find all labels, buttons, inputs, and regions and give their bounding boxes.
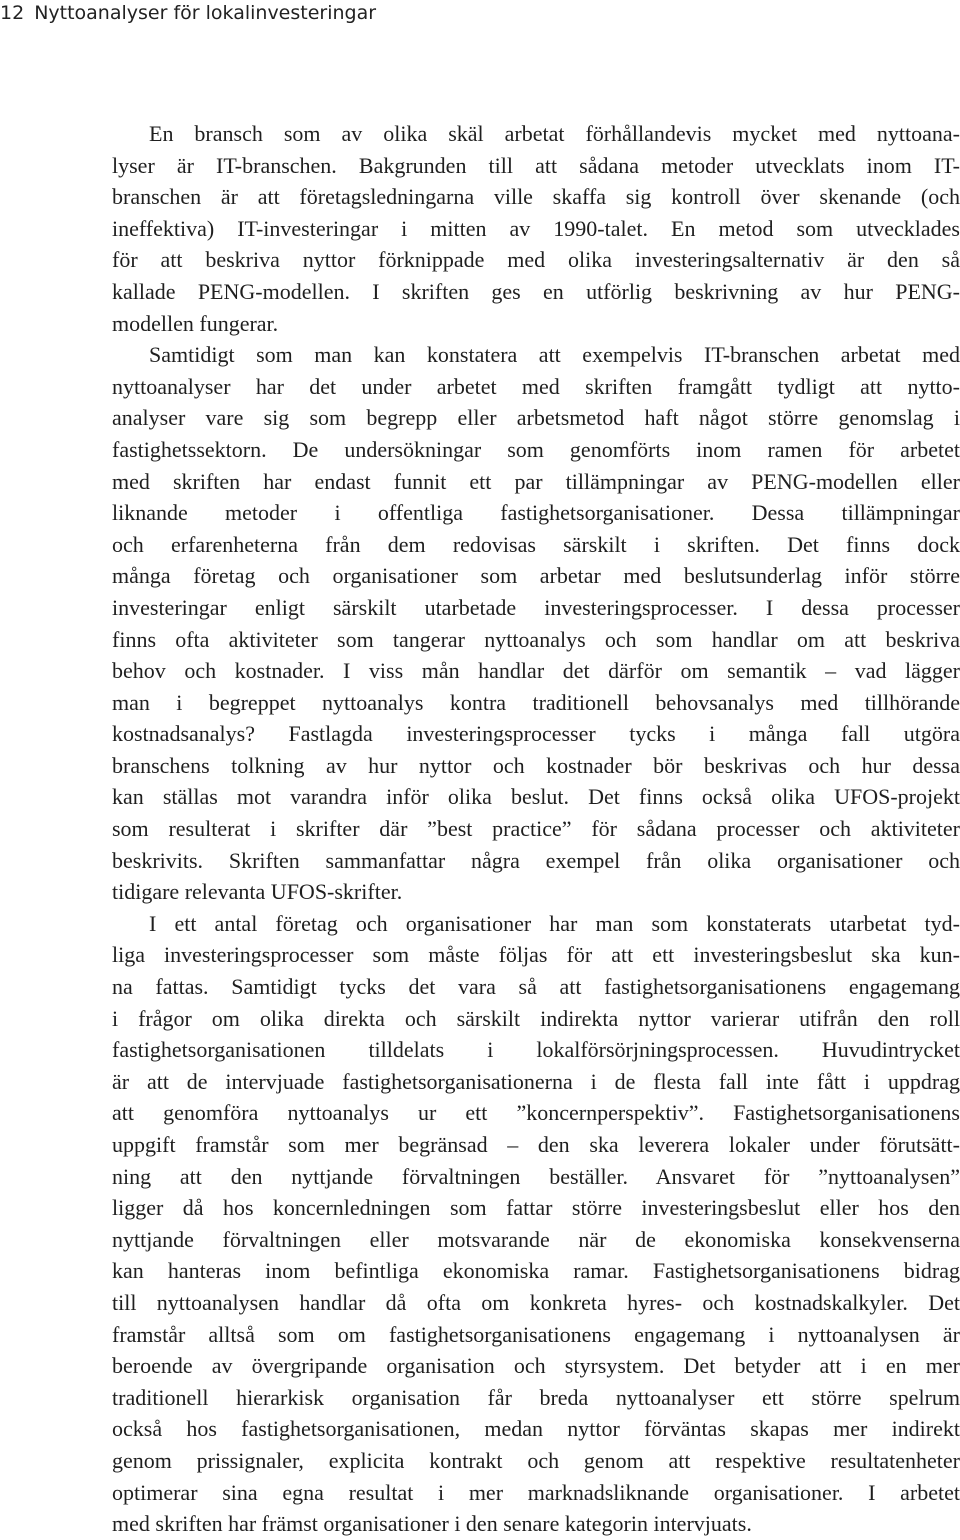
text-line: som resulterat i skrifter där ”best practice” för sådana processer och aktiviteter bbox=[112, 816, 960, 842]
page-header bbox=[0, 0, 376, 26]
text-line: liknande metoder i offentliga fastighetsorganisationer. Dessa tillämpningar bbox=[112, 500, 960, 526]
text-line: En bransch som av olika skäl arbetat förhållandevis mycket med nyttoana- bbox=[149, 121, 960, 146]
text-line: också hos fastighetsorganisationen, medan nyttor förväntas skapas mer indirekt bbox=[112, 1416, 960, 1442]
text-line: nyttoanalyser har det under arbetet med skriften framgått tydligt att nytto- bbox=[112, 373, 960, 399]
paragraph bbox=[112, 339, 960, 908]
text-line: liga investeringsprocesser som måste följas för att ett investeringsbeslut ska kun- bbox=[112, 942, 960, 968]
page-number: 12 bbox=[0, 2, 25, 24]
text-line: kan hanteras inom befintliga ekonomiska ramar. Fastighetsorganisationens bidrag bbox=[112, 1258, 960, 1284]
text-line: för att beskriva nyttor förknippade med olika investeringsalternativ är den så bbox=[112, 247, 960, 273]
text-line: analyser vare sig som begrepp eller arbetsmetod haft något större genomslag i bbox=[112, 405, 960, 431]
text-line: framstår alltså som om fastighetsorganisationens engagemang i nyttoanalysen är bbox=[112, 1321, 960, 1347]
text-line: investeringar enligt särskilt utarbetade investeringsprocesser. I dessa processer bbox=[112, 594, 960, 620]
text-line: branschens tolkning av hur nyttor och kostnader bör beskrivas och hur dessa bbox=[112, 752, 960, 778]
text-line: är att de intervjuade fastighetsorganisationerna i de flesta fall inte fått i uppdrag bbox=[112, 1068, 960, 1094]
text-line: kallade PENG-modellen. I skriften ges en utförlig beskrivning av hur PENG- bbox=[112, 278, 960, 304]
text-line: uppgift framstår som mer begränsad – den ska leverera lokaler under förutsätt- bbox=[112, 1132, 960, 1157]
running-title: Nyttoanalyser för lokalinvesteringar bbox=[34, 2, 377, 24]
paragraph bbox=[112, 118, 960, 339]
text-line: ligger då hos koncernledningen som fattar större investeringsbeslut eller hos den bbox=[112, 1195, 960, 1221]
text-line: i frågor om olika direkta och särskilt indirekta nyttor varierar utifrån den roll bbox=[112, 1005, 960, 1031]
text-line: beskrivits. Skriften sammanfattar några exempel från olika organisationer och bbox=[112, 847, 960, 873]
text-line: beroende av övergripande organisation och styrsystem. Det betyder att i en mer bbox=[112, 1353, 960, 1379]
text-line: många företag och organisationer som arbetar med beslutsunderlag inför större bbox=[112, 563, 960, 589]
text-line: nyttjande förvaltningen eller motsvarande när de ekonomiska konsekvenserna bbox=[112, 1226, 960, 1252]
text-line: finns ofta aktiviteter som tangerar nyttoanalys och som handlar om att beskriva bbox=[112, 626, 960, 652]
body-text bbox=[112, 118, 960, 1540]
text-line: till nyttoanalysen handlar då ofta om konkreta hyres- och kostnadskalkyler. Det bbox=[112, 1289, 960, 1315]
text-line: och erfarenheterna från dem redovisas särskilt i skriften. Det finns dock bbox=[112, 531, 960, 557]
text-line: tidigare relevanta UFOS-skrifter. bbox=[112, 879, 403, 905]
text-line: genom prissignaler, explicita kontrakt och genom att respektive resultatenheter bbox=[112, 1447, 960, 1473]
text-line: fastighetsorganisationen tilldelats i lokalförsörjningsprocessen. Huvudintrycket bbox=[112, 1037, 960, 1063]
text-line: kan ställas mot varandra inför olika beslut. Det finns också olika UFOS-projekt bbox=[112, 784, 960, 810]
text-line: na fattas. Samtidigt tycks det vara så att fastighetsorganisationens engagemang bbox=[112, 974, 960, 1000]
text-line: man i begreppet nyttoanalys kontra traditionell behovsanalys med tillhörande bbox=[112, 689, 960, 715]
text-line: att genomföra nyttoanalys ur ett ”koncernperspektiv”. Fastighetsorganisationens bbox=[112, 1100, 960, 1126]
text-line: lyser är IT-branschen. Bakgrunden till att sådana metoder utvecklats inom IT- bbox=[112, 152, 960, 178]
paragraph bbox=[112, 908, 960, 1540]
text-line: med skriften har främst organisationer i den senare kategorin intervjuats. bbox=[112, 1511, 752, 1537]
text-line: modellen fungerar. bbox=[112, 310, 279, 336]
text-line: optimerar sina egna resultat i mer marknadsliknande organisationer. I arbetet bbox=[112, 1479, 960, 1505]
text-line: ineffektiva) IT-investeringar i mitten av 1990-talet. En metod som utvecklades bbox=[112, 215, 960, 241]
text-line: fastighetssektorn. De undersökningar som genomförts inom ramen för arbetet bbox=[112, 436, 960, 462]
text-line: kostnadsanalys? Fastlagda investeringsprocesser tycks i många fall utgöra bbox=[112, 721, 960, 747]
text-line: Samtidigt som man kan konstatera att exempelvis IT-branschen arbetat med bbox=[149, 342, 960, 368]
text-line: I ett antal företag och organisationer har man som konstaterats utarbetat tyd- bbox=[149, 910, 960, 936]
text-line: med skriften har endast funnit ett par tillämpningar av PENG-modellen eller bbox=[112, 468, 960, 494]
text-line: behov och kostnader. I viss mån handlar det därför om semantik – vad lägger bbox=[112, 658, 960, 684]
text-line: branschen är att företagsledningarna ville skaffa sig kontroll över skenande (och bbox=[112, 184, 960, 210]
text-line: traditionell hierarkisk organisation får breda nyttoanalyser ett större spelrum bbox=[112, 1384, 960, 1410]
text-line: ning att den nyttjande förvaltningen beställer. Ansvaret för ”nyttoanalysen” bbox=[112, 1163, 960, 1189]
